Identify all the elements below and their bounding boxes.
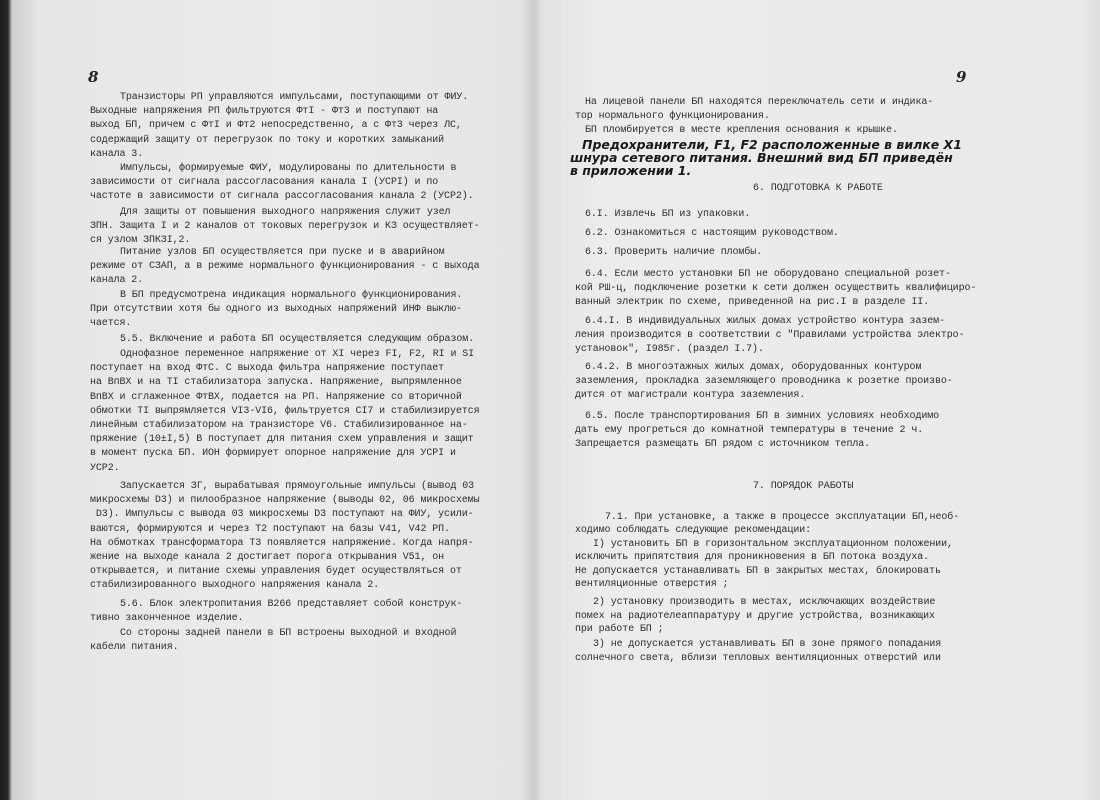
text-line: 5.6. Блок электропитания В266 представляет собой конструк- xyxy=(120,599,463,610)
text-line: помех на радиотелеаппаратуру и другие устройства, возникающих xyxy=(575,610,935,622)
text-line: ЗПН. Защита I и 2 каналов от токовых перегрузок и КЗ осуществляет- xyxy=(90,221,480,233)
text-line: На обмотках трансформатора Т3 появляется напряжение. Когда напря- xyxy=(90,537,474,549)
text-line: заземления, прокладка заземляющего проводника к розетке произво- xyxy=(575,376,953,388)
text-line: содержащий защиту от перегрузок по току и коротких замыканий xyxy=(90,134,445,146)
text-line: Не допускается устанавливать БП в закрытых местах, блокировать xyxy=(575,565,941,577)
text-line: 3) не допускается устанавливать БП в зоне прямого попадания xyxy=(593,639,942,650)
text-line: I) установить БП в горизонтальном эксплуатационном положении, xyxy=(593,539,953,550)
section-heading: 6. ПОДГОТОВКА К РАБОТЕ xyxy=(753,183,883,194)
text-line: выход БП, причем с ФтI и Фт2 непосредственно, а с Фт3 через ЛС, xyxy=(90,120,462,132)
text-line: Запрещается размещать БП рядом с источником тепла. xyxy=(575,439,871,451)
text-line: канала 2. xyxy=(90,275,144,287)
text-line: В БП предусмотрена индикация нормального функционирования. xyxy=(120,290,463,301)
text-line: При отсутствии хотя бы одного из выходных напряжений ИНФ выклю- xyxy=(90,304,462,316)
left-page xyxy=(0,0,535,800)
text-line: Транзисторы РП управляются импульсами, поступающими от ФИУ. xyxy=(120,92,469,103)
text-line: ванный электрик по схеме, приведенной на рис.I в разделе II. xyxy=(575,297,930,309)
text-line: установок", I985г. (раздел I.7). xyxy=(575,344,764,356)
page-number: 8 xyxy=(88,68,99,86)
text-line: D3). Импульсы с вывода 03 микросхемы D3 поступают на ФИУ, усили- xyxy=(90,509,474,521)
text-line: жение на выходе канала 2 достигает порога открывания V51, он xyxy=(90,552,445,563)
text-line: исключить припятствия для проникновения в БП потока воздуха. xyxy=(575,552,930,564)
text-line: зависимости от сигнала рассогласования канала I (УСРI) и по xyxy=(90,177,439,189)
text-line: На лицевой панели БП находятся переключатель сети и индика- xyxy=(585,97,934,108)
right-page xyxy=(538,0,1100,800)
text-line: Однофазное переменное напряжение от XI через FI, F2, RI и SI xyxy=(120,349,475,360)
text-line: 6.4.I. В индивидуальных жилых домах устройство контура зазем- xyxy=(585,316,945,327)
page-number: 9 xyxy=(956,68,967,86)
text-line: 6.4. Если место установки БП не оборудовано специальной розет- xyxy=(585,269,951,280)
text-line: Запускается ЗГ, вырабатывая прямоугольные импульсы (вывод 03 xyxy=(120,481,475,492)
text-line: Импульсы, формируемые ФИУ, модулированы по длительности в xyxy=(120,163,457,174)
text-line: чается. xyxy=(90,318,132,330)
text-line: 5.5. Включение и работа БП осуществляется следующим образом. xyxy=(120,334,475,345)
text-line: Для защиты от повышения выходного напряжения служит узел xyxy=(120,207,451,218)
text-line: ления производится в соответствии с "Правилами устройства электро- xyxy=(575,330,965,342)
text-line: открывается, и питание схемы управления будет осуществляться от xyxy=(90,566,462,578)
text-line: ваются, формируются и через Т2 поступают на базы V41, V42 РП. xyxy=(90,523,450,535)
text-line: ходимо соблюдать следующие рекомендации: xyxy=(575,525,812,536)
text-line: вентиляционные отверстия ; xyxy=(575,578,729,590)
text-line: солнечного света, вблизи тепловых вентиляционных отверстий или xyxy=(575,653,941,664)
text-line: микросхемы D3) и пилообразное напряжение (выводы 02, 06 микросхемы xyxy=(90,495,480,507)
handwritten-note-line: шнура сетевого питания. Внешний вид БП приведён xyxy=(570,150,953,165)
text-line: дится от магистрали контура заземления. xyxy=(575,390,806,402)
text-line: 6.3. Проверить наличие пломбы. xyxy=(585,247,763,258)
text-line: канала 3. xyxy=(90,148,144,160)
text-line: ся узлом ЗПКЗI,2. xyxy=(90,235,191,247)
text-line: обмотки TI выпрямляется VI3-VI6, фильтруется CI7 и стабилизируется xyxy=(90,405,480,417)
handwritten-note-line: Предохранители, F1, F2 расположенные в вилке X1 xyxy=(582,137,962,152)
text-line: 2) установку производить в местах, исключающих воздействие xyxy=(593,597,936,608)
text-line: кой РШ-ц, подключение розетки к сети должен осуществить квалифициро- xyxy=(575,283,977,295)
text-line: ВпВХ и сглаженное ФтВХ, подается на РП. Напряжение со вторичной xyxy=(90,391,462,403)
text-line: 6.I. Извлечь БП из упаковки. xyxy=(585,209,751,220)
text-line: Со стороны задней панели в БП встроены выходной и входной xyxy=(120,628,457,639)
text-line: линейным стабилизатором на транзисторе V6. Стабилизированное на- xyxy=(90,420,468,431)
text-line: БП пломбируется в месте крепления основания к крышке. xyxy=(585,125,898,136)
text-line: 6.2. Ознакомиться с настоящим руководством. xyxy=(585,228,839,239)
text-line: в момент пуска БП. ИОН формирует опорное напряжение для УСРI и xyxy=(90,448,456,460)
text-line: тор нормального функционирования. xyxy=(575,111,770,123)
text-line: на ВпВХ и на TI стабилизатора запуска. Напряжение, выпрямленное xyxy=(90,377,462,389)
handwritten-note-line: в приложении 1. xyxy=(570,163,692,178)
text-line: Питание узлов БП осуществляется при пуске и в аварийном xyxy=(120,247,445,258)
text-line: 7.1. При установке, а также в процессе эксплуатации БП,необ- xyxy=(605,512,960,523)
text-line: тивно законченное изделие. xyxy=(90,613,244,625)
text-line: частоте в зависимости от сигнала рассогласования канала 2 (УСР2). xyxy=(90,191,474,203)
text-line: режиме от СЗАП, а в режиме нормального функционирования - с выхода xyxy=(90,261,480,273)
text-line: дать ему прогреться до комнатной температуры в течение 2 ч. xyxy=(575,425,924,437)
text-line: кабели питания. xyxy=(90,642,179,654)
text-line: пряжение (10±I,5) В поступает для питания схем управления и защит xyxy=(90,434,474,446)
text-line: УСР2. xyxy=(90,462,120,474)
text-line: Выходные напряжения РП фильтруются ФтI - Фт3 и поступают на xyxy=(90,106,439,118)
text-line: поступает на вход ФтС. С выхода фильтра напряжение поступает xyxy=(90,363,445,375)
text-line: стабилизированного выходного напряжения канала 2. xyxy=(90,580,380,592)
text-line: 6.4.2. В многоэтажных жилых домах, оборудованных контуром xyxy=(585,362,922,373)
section-heading: 7. ПОРЯДОК РАБОТЫ xyxy=(753,481,854,492)
text-line: при работе БП ; xyxy=(575,624,664,635)
text-line: 6.5. После транспортирования БП в зимних условиях необходимо xyxy=(585,411,940,422)
